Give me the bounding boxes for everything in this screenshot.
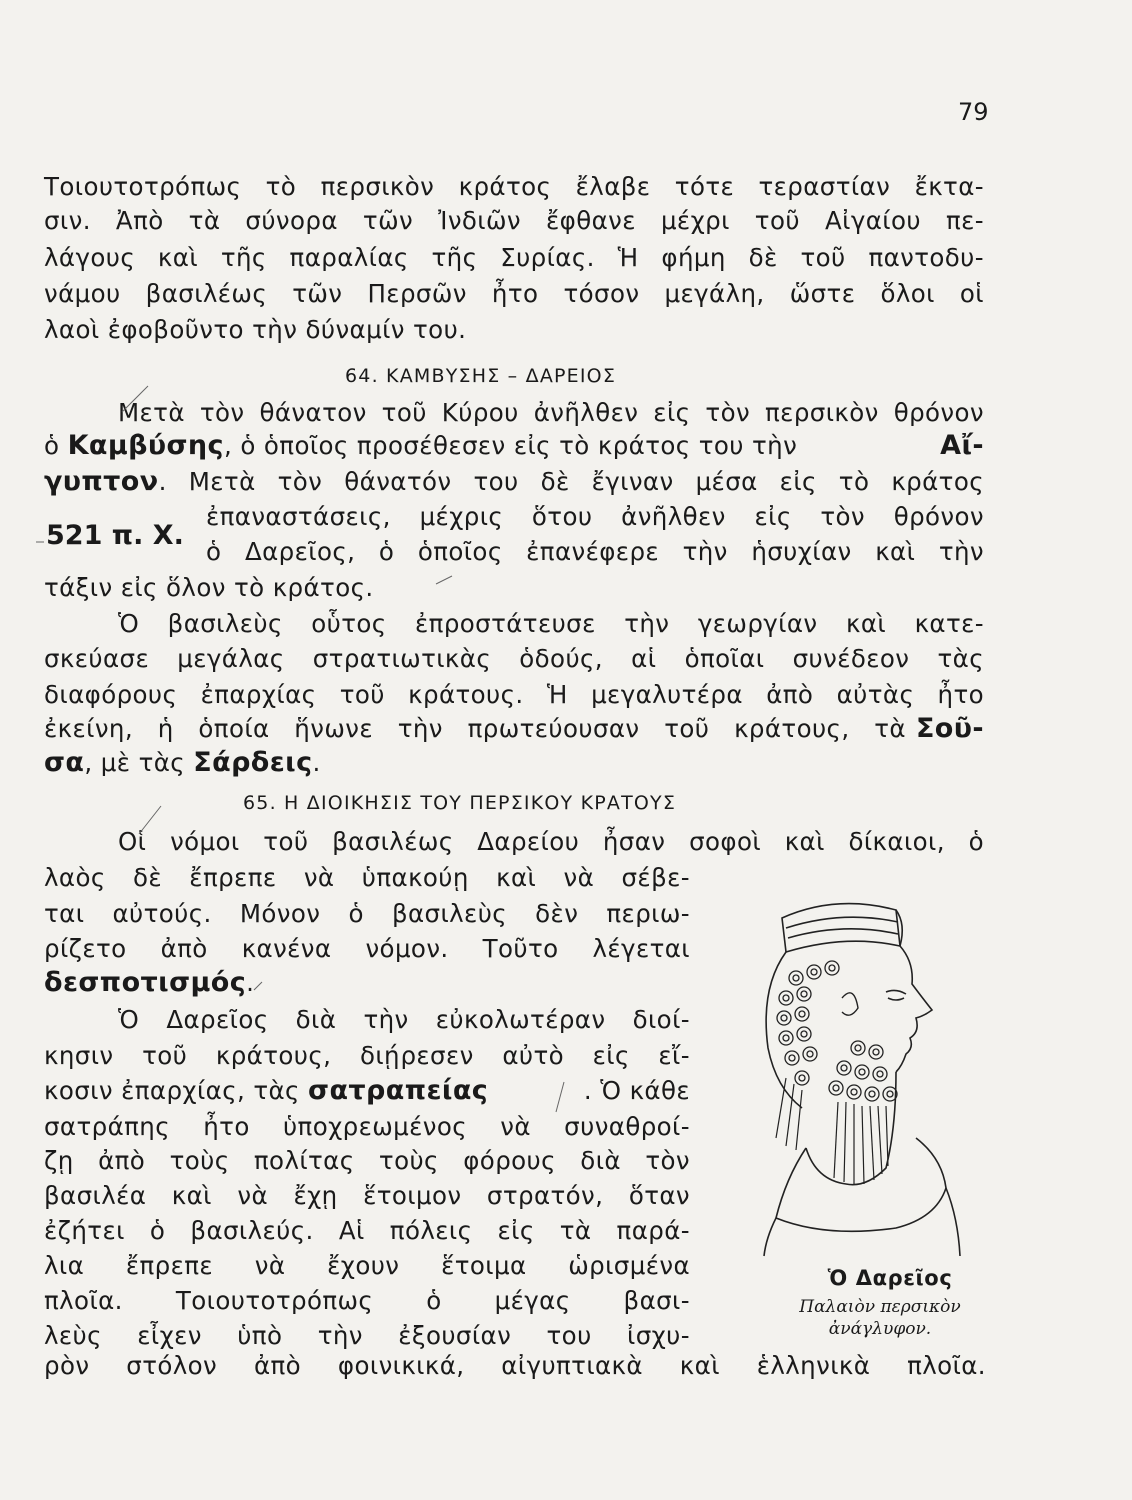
s65-p2-line-6: βασιλέα καὶ νὰ ἔχῃ ἕτοιμον στρατόν, ὅταν bbox=[44, 1181, 690, 1210]
s65-p2-line-9: πλοῖα. Τοιουτοτρόπως ὁ μέγας βασι- bbox=[44, 1286, 690, 1315]
s64-p2-line-3: διαφόρους ἐπαρχίας τοῦ κράτους. Ἡ μεγαλυτέρα ἀπὸ αὐτὰς ἦτο bbox=[44, 680, 984, 709]
s65-line-1: Οἱ νόμοι τοῦ βασιλέως Δαρείου ἦσαν σοφοὶ καὶ δίκαιοι, ὁ bbox=[118, 827, 984, 856]
section-64-heading: 64. ΚΑΜΒΥΣΗΣ – ΔΑΡΕΙΟΣ bbox=[345, 365, 617, 387]
s65-p2-line-11: ρὸν στόλον ἀπὸ φοινικικά, αἰγυπτιακὰ καὶ ἑλληνικὰ πλοῖα. bbox=[44, 1351, 986, 1380]
s64-line-4: ἐπαναστάσεις, μέχρις ὅτου ἀνῆλθεν εἰς τὸν θρόνον bbox=[206, 502, 984, 531]
s65-line-3: ται αὐτούς. Μόνον ὁ βασιλεὺς δὲν περιω- bbox=[44, 899, 690, 928]
figure-caption-name: Ὁ Δαρεῖος bbox=[827, 1266, 953, 1290]
s64-line-1: Μετὰ τὸν θάνατον τοῦ Κύρου ἀνῆλθεν εἰς τὸν περσικὸν θρόνον bbox=[118, 398, 984, 427]
s65-p2-l3-b: . Ὁ κάθε bbox=[583, 1076, 690, 1105]
s65-p2-line-8: λια ἔπρεπε νὰ ἔχουν ἕτοιμα ὡρισμένα bbox=[44, 1251, 690, 1280]
page-number: 79 bbox=[958, 98, 989, 126]
para1-line-3: λάγους καὶ τῆς παραλίας τῆς Συρίας. Ἡ φήμη δὲ τοῦ παντοδυ- bbox=[44, 243, 984, 272]
s65-p2-l3-a: κοσιν ἐπαρχίας, τὰς bbox=[44, 1076, 300, 1105]
para1-line-4: νάμου βασιλέως τῶν Περσῶν ἦτο τόσον μεγάλη, ὥστε ὅλοι οἱ bbox=[44, 279, 984, 308]
s64-kamvysis: Καμβύσης bbox=[67, 430, 224, 461]
s64-l3-b: . Μετὰ τὸν θάνατόν του δὲ ἔγιναν μέσα εἰς τὸ κράτος bbox=[158, 467, 984, 496]
s64-aigyptos-2: γυπτον bbox=[44, 466, 159, 497]
darius-relief-illustration bbox=[746, 888, 984, 1260]
section-65-heading: 65. Η ΔΙΟΙΚΗΣΙΣ ΤΟΥ ΠΕΡΣΙΚΟΥ ΚΡΑΤΟΥΣ bbox=[243, 792, 677, 814]
date-521-bc: 521 π. Χ. bbox=[46, 520, 184, 551]
para1-line-5: λαοὶ ἐφοβοῦντο τὴν δύναμίν του. bbox=[44, 315, 467, 344]
s64-p2-l4-a: ἐκείνη, ἡ ὁποία ἥνωνε τὴν πρωτεύουσαν τοῦ κράτους, τὰ bbox=[44, 714, 906, 743]
s65-p2-line-3 bbox=[44, 1076, 690, 1106]
s65-p2-line-1: Ὁ Δαρεῖος διὰ τὴν εὐκολωτέραν διοί- bbox=[118, 1005, 690, 1034]
para1-line-2: σιν. Ἀπὸ τὰ σύνορα τῶν Ἰνδιῶν ἔφθανε μέχρι τοῦ Αἰγαίου πε- bbox=[44, 206, 984, 235]
s64-p2-line-4 bbox=[44, 714, 984, 744]
para1-line-1: Τοιουτοτρόπως τὸ περσικὸν κράτος ἔλαβε τότε τεραστίαν ἔκτα- bbox=[44, 172, 984, 201]
s64-sousa-2: σα bbox=[44, 747, 85, 778]
caption-desc-line-2: ἀνάγλυφον. bbox=[828, 1319, 932, 1339]
s64-l2-a: ὁ bbox=[44, 431, 60, 460]
s64-line-3 bbox=[44, 467, 984, 497]
s65-satrapeias: σατραπείας bbox=[308, 1075, 489, 1106]
s64-sardeis: Σάρδεις bbox=[193, 747, 313, 778]
s64-line-5: ὁ Δαρεῖος, ὁ ὁποῖος ἐπανέφερε τὴν ἡσυχίαν καὶ τὴν bbox=[206, 537, 984, 566]
s64-aigyptos-1: Αἴ- bbox=[940, 430, 984, 461]
s65-p2-line-4: σατράπης ἦτο ὑποχρεωμένος νὰ συναθροί- bbox=[44, 1112, 690, 1141]
s64-l2-b: , ὁ ὁποῖος προσέθεσεν εἰς τὸ κράτος του τὴν bbox=[223, 431, 798, 460]
s65-p2-line-2: κησιν τοῦ κράτους, διῄρεσεν αὐτὸ εἰς εἴ- bbox=[44, 1041, 690, 1070]
s65-line-2: λαὸς δὲ ἔπρεπε νὰ ὑπακούῃ καὶ νὰ σέβε- bbox=[44, 863, 690, 892]
s64-line-6: τάξιν εἰς ὅλον τὸ κράτος. bbox=[44, 573, 374, 602]
s64-p2-l5-c: . bbox=[312, 748, 321, 777]
s65-p2-line-7: ἐζήτει ὁ βασιλεύς. Αἱ πόλεις εἰς τὰ παρά- bbox=[44, 1216, 690, 1245]
s64-sousa-1: Σοῦ- bbox=[915, 713, 984, 744]
s65-despotismos: δεσποτισμός bbox=[44, 967, 247, 998]
s65-line-4: ρίζετο ἀπὸ κανένα νόμον. Τοῦτο λέγεται bbox=[44, 934, 690, 963]
caption-desc-line-1: Παλαιὸν περσικὸν bbox=[799, 1297, 961, 1317]
s65-p2-line-10: λεὺς εἶχεν ὑπὸ τὴν ἐξουσίαν του ἰσχυ- bbox=[44, 1321, 690, 1350]
s64-p2-line-1: Ὁ βασιλεὺς οὗτος ἐπροστάτευσε τὴν γεωργίαν καὶ κατε- bbox=[118, 609, 984, 638]
s65-l5-b: . bbox=[246, 968, 255, 997]
s64-line-2 bbox=[44, 431, 984, 461]
s64-p2-line-5 bbox=[44, 748, 321, 778]
s65-line-5 bbox=[44, 968, 254, 998]
figure-caption-description bbox=[770, 1296, 990, 1340]
s64-p2-line-2: σκεύασε μεγάλας στρατιωτικὰς ὁδούς, αἱ ὁποῖαι συνέδεον τὰς bbox=[44, 644, 984, 673]
s65-p2-line-5: ζῃ ἀπὸ τοὺς πολίτας τοὺς φόρους διὰ τὸν bbox=[44, 1146, 690, 1175]
s64-p2-l5-b: , μὲ τὰς bbox=[84, 748, 186, 777]
